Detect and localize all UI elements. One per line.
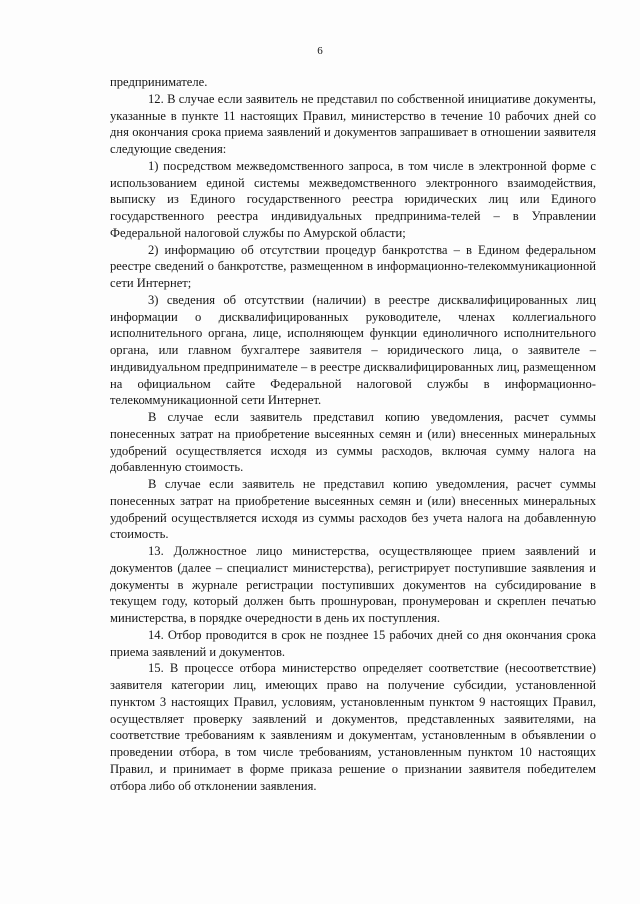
paragraph-clause-13: 13. Должностное лицо министерства, осуществляющее прием заявлений и документов (далее – специалист министерства), регистрирует поступившие заявления и документы в журнале регистрации поступивших документов на субсидирование в текущем году, который должен быть прошнурован, пронумерован и скреплен печатью министерства, в порядке очередности в день их поступления. (110, 544, 596, 625)
paragraph-notice-not-submitted: В случае если заявитель не представил копию уведомления, расчет суммы понесенных затрат на приобретение высеянных семян и (или) внесенных минеральных удобрений осуществляется исходя из суммы расходов без учета налога на добавленную стоимость. (110, 477, 596, 542)
paragraph-notice-submitted: В случае если заявитель представил копию уведомления, расчет суммы понесенных затрат на приобретение высеянных семян и (или) внесенных минеральных удобрений осуществляется исходя из суммы расходов, включая сумму налога на добавленную стоимость. (110, 410, 596, 475)
paragraph-clause-14: 14. Отбор проводится в срок не позднее 15 рабочих дней со дня окончания срока приема заявлений и документов. (110, 627, 596, 659)
paragraph-clause-15: 15. В процессе отбора министерство определяет соответствие (несоответствие) заявителя категории лиц, имеющих право на получение субсидии, установленной пунктом 3 настоящих Правил, условиям, установленным пунктом 9 настоящих Правил, осуществляет проверку заявлений и документов, представленных заявителями, на соответствие требованиям к заявлениям и документам, установленным в объявлении о проведении отбора, в том числе требованиям, установленным пунктом 10 настоящих Правил, и принимает в форме приказа решение о признании заявителя победителем отбора либо об отклонении заявления. (110, 661, 596, 793)
body-text (110, 74, 596, 794)
paragraph-item-3: 3) сведения об отсутствии (наличии) в реестре дисквалифицированных лиц информации о дисквалифицированных руководителе, членах коллегиального исполнительного органа, лице, исполняющем функции единоличного исполнительного органа, или главном бухгалтере заявителя – юридического лица, о заявителе – индивидуальном предпринимателе – в реестре дисквалифицированных лиц, размещенном на официальном сайте Федеральной налоговой службы в информационно-телекоммуникационной сети Интернет. (110, 292, 596, 408)
paragraph-clause-12: 12. В случае если заявитель не представил по собственной инициативе документы, указанные в пункте 11 настоящих Правил, министерство в течение 10 рабочих дней со дня окончания срока приема заявлений и документов запрашивает в отношении заявителя следующие сведения: (110, 91, 596, 156)
page-number: 6 (317, 45, 323, 57)
paragraph-continuation: предпринимателе. (110, 75, 208, 89)
paragraph-item-1: 1) посредством межведомственного запроса, в том числе в электронной форме с использованием единой системы межведомственного электронного взаимодействия, выписку из Единого государственного реестра юридических лиц или Единого государственного реестра индивидуальных предпринима-телей – в Управлении Федеральной налоговой службы по Амурской области; (110, 158, 596, 240)
paragraph-item-2: 2) информацию об отсутствии процедур банкротства – в Едином федеральном реестре сведений о банкротстве, размещенном в информационно-телекоммуникационной сети Интернет; (110, 242, 596, 290)
